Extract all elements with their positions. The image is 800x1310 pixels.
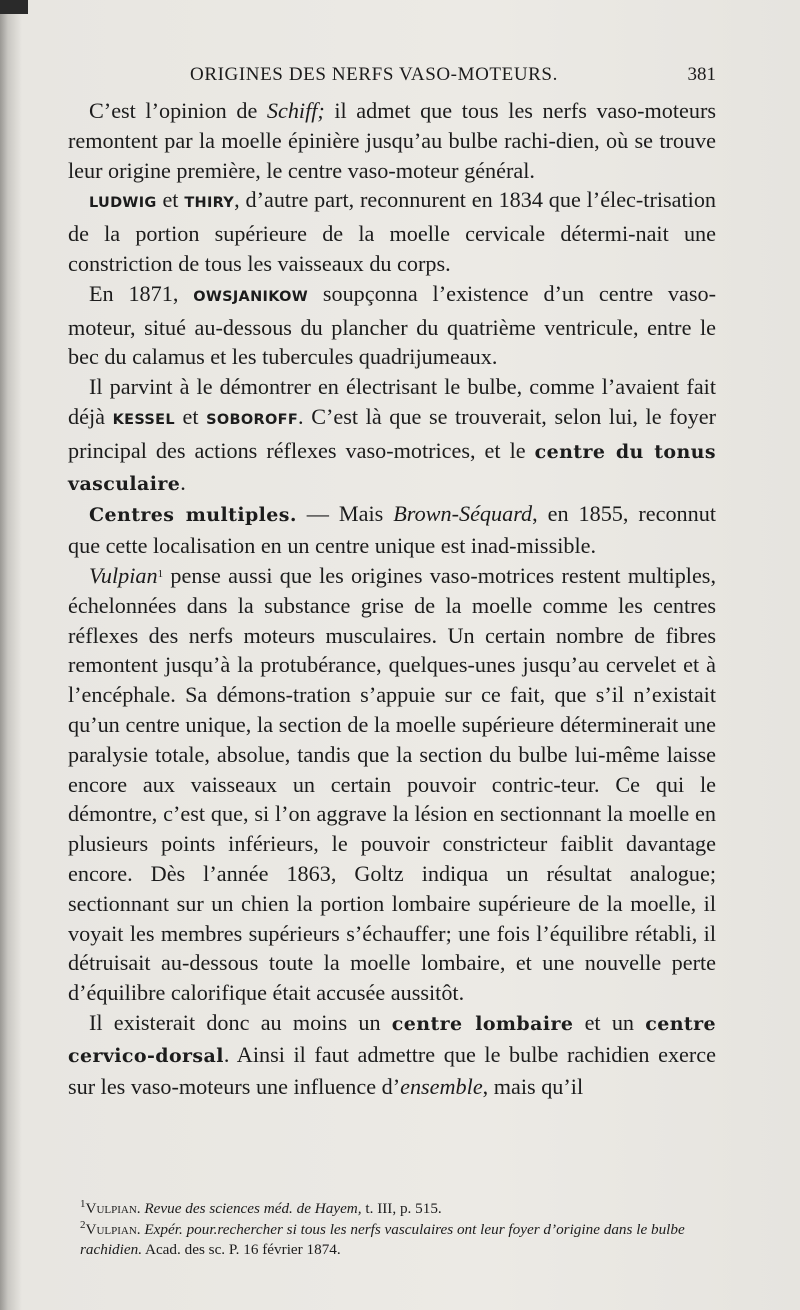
emphasis: ensemble: [400, 1073, 483, 1099]
text-run: Il existerait donc au moins un: [89, 1009, 392, 1035]
text-run: soupçonna l’existence d’un centre vaso-moteur, situé au-dessous du plancher du quatrième ventricule, entre le bec du calamus et les tubercules quadrijumeaux.: [68, 280, 716, 370]
text-run: . C’est là que se trouverait, selon lui, le foyer principal des actions réflexes vaso-motrices, et le: [68, 403, 716, 463]
paragraph-bulbe: [68, 372, 716, 499]
text-run: pense aussi que les origines vaso-motrices restent multiples, échelonnées dans la substance grise de la moelle comme les centres réflexes des nerfs moteurs musculaires. Un certain nombre de fibres remontent jusqu’à la protubérance, quelques-unes jusqu’au cervelet et à l’encéphale. Sa démons-tration s’appuie sur ce fait, que s’il n’existait qu’un centre unique, la section de la moelle supérieure déterminerait une paralysie totale, absolue, tandis que la section du bulbe lui-même laisse encore aux vaisseaux un certain pouvoir contric-teur. Ce qui le démontre, c’est que, si l’on aggrave la lésion en sectionnant la moelle en plusieurs points inférieurs, le pouvoir constricteur faiblit davantage encore. Dès l’année 1863, Goltz indiqua un résultat analogue; sectionnant sur un chien la portion lombaire supérieure de la moelle, il voyait les membres supérieurs s’échauffer; une fois l’équilibre rétabli, il détruisait au-dessous toute la moelle lombaire, et une nouvelle perte d’équilibre calorifique était accusée aussitôt.: [68, 562, 716, 1006]
author-name: Vulpian: [89, 562, 158, 588]
running-head: ORIGINES DES NERFS VASO-MOTEURS.: [190, 64, 558, 85]
author-name: THIRY: [184, 195, 235, 212]
footnote-marker: 1: [157, 567, 164, 580]
footnote-number: 1: [80, 1198, 86, 1210]
text-run: , d’autre part, reconnurent en 1834 que l’élec-trisation de la portion supérieure de la moelle cervicale détermi-nait une constriction de tous les vaisseaux du corps.: [68, 187, 717, 276]
footnote-reference: t. III, p. 515.: [361, 1200, 442, 1217]
footnote-number: 2: [80, 1218, 86, 1231]
author-name: KESSEL: [112, 411, 175, 428]
author-name: Brown-Séquard: [393, 501, 533, 527]
text-run: et: [156, 187, 185, 213]
text-run: . Ainsi il faut admettre que le bulbe rachidien exerce sur les vaso-moteurs une influence d’: [68, 1041, 716, 1099]
page-number: 381: [687, 64, 716, 85]
paragraph-vulpian: [68, 561, 716, 1008]
author-name: OWSJANIKOW: [193, 288, 309, 305]
section-heading: Centres multiples.: [89, 504, 297, 527]
text-run: — Mais: [296, 501, 394, 527]
text-run: il admet que tous les nerfs vaso-moteurs remontent par la moelle épinière jusqu’au bulbe rachi-dien, où se trouve leur origine première, le centre vaso-moteur général.: [68, 98, 716, 183]
scan-edge-mark: [0, 0, 28, 14]
text-run: et: [174, 403, 207, 429]
paragraph-conclusion: [68, 1008, 716, 1101]
text-run: et un: [573, 1009, 646, 1035]
author-name: SOBOROFF: [206, 411, 299, 428]
footnote-2: [80, 1220, 720, 1261]
body-text: [68, 96, 716, 1101]
bold-term: centre du tonus vasculaire: [68, 440, 716, 495]
paragraph-owsjanikow: [68, 279, 716, 372]
footnote-reference: Acad. des sc. P. 16 février 1874.: [142, 1241, 341, 1258]
text-run: En 1871,: [89, 280, 194, 306]
paragraph-ludwig-thiry: [68, 185, 716, 278]
text-run: C’est l’opinion de: [89, 98, 267, 123]
paragraph-schiff: [68, 96, 716, 185]
bold-term: centre cervico-dorsal: [68, 1012, 716, 1067]
text-run: , mais qu’il: [482, 1073, 584, 1099]
footnote-title: Revue des sciences méd. de Hayem,: [140, 1200, 362, 1217]
text-run: Il parvint à le démontrer en électrisant le bulbe, comme l’avaient fait déjà: [68, 374, 716, 429]
footnote-1: [80, 1199, 720, 1220]
text-run: .: [180, 469, 186, 495]
footnote-author: Vulpian.: [85, 1220, 141, 1238]
footnote-title: Expér. pour.rechercher si tous les nerfs vasculaires ont leur foyer d’origine dans le bulbe rachidien.: [80, 1220, 685, 1258]
bold-term: centre lombaire: [391, 1012, 574, 1035]
page-header: [68, 64, 716, 94]
footnotes: [80, 1199, 720, 1261]
paragraph-centres-multiples: [68, 499, 716, 561]
text-run: , en 1855, reconnut que cette localisation en un centre unique est inad-missible.: [68, 501, 716, 559]
author-name: LUDWIG: [89, 195, 157, 212]
author-name: Schiff;: [266, 98, 325, 123]
footnote-author: Vulpian.: [85, 1200, 141, 1217]
